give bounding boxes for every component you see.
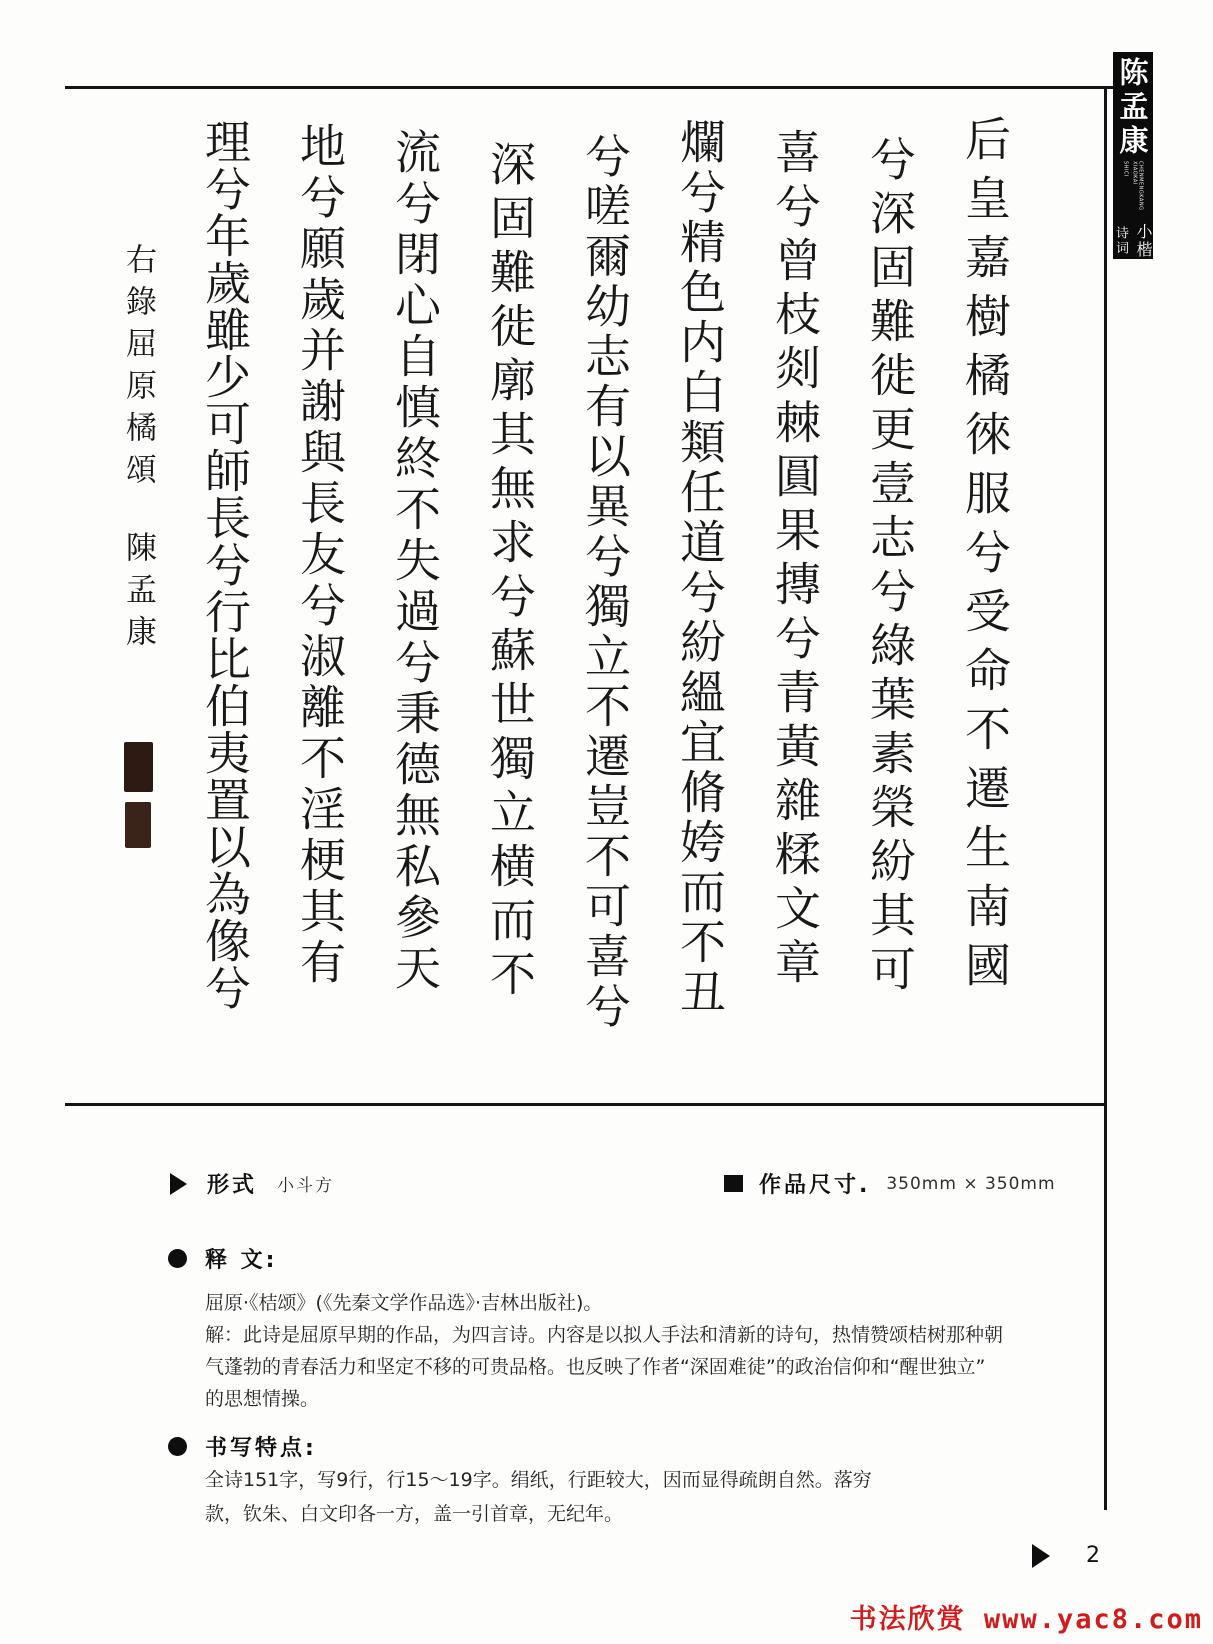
transcription-body [205,1287,1095,1415]
top-rule [65,86,1113,89]
pinyin-line-2: SHICI [1122,161,1129,177]
edge-banner [1113,52,1153,259]
size-value: 350mm × 350mm [886,1173,1056,1194]
site-watermark: 书法欣赏 www.yac8.com [849,1604,1203,1635]
signature-column [120,96,156,1081]
artist-seal-icon [124,742,153,792]
calligraphy-column: 流兮閉心自慎終不失過兮秉德無私參天 [388,128,442,995]
calligraphy-column: 地兮願歲并謝與長友兮淑離不淫梗其有 [293,122,347,989]
writing-features-label: 书写特点: [205,1436,317,1461]
script-type-label: 小楷 [1134,223,1153,259]
transcription-line: 的思想情操。 [205,1388,320,1410]
calligraphy-column: 兮深固難徙更壹志兮綠葉素榮紛其可 [863,135,917,999]
size-row [724,1168,1056,1199]
format-row [170,1168,334,1199]
writing-features-line: 款，钦朱、白文印各一方，盖一引首章，无纪年。 [205,1503,624,1525]
square-bullet-icon [724,1175,743,1192]
right-margin-rule [1104,86,1107,1510]
transcription-label: 释 文: [205,1248,278,1273]
circle-bullet-icon [168,1249,187,1268]
signature-gap [138,495,139,531]
section-divider-rule [65,1103,1106,1106]
transcription-line: 解：此诗是屈原早期的作品，为四言诗。内容是以拟人手法和清新的诗句，热情赞颂桔树那种朝 [205,1324,1004,1346]
format-value: 小斗方 [277,1176,335,1196]
transcription-line: 气蓬勃的青春活力和坚定不移的可贵品格。也反映了作者“深固难徒”的政治信仰和“醒世独立” [205,1356,986,1378]
pinyin-title [1123,161,1144,219]
transcription-line: 屈原·《桔颂》(《先秦文学作品选》·吉林出版社)。 [205,1292,603,1314]
colophon-text: 右錄屈原橘頌 [120,243,156,495]
genre-label: 诗词 [1113,226,1128,256]
transcription-header [168,1243,277,1274]
artist-name: 陈孟康 [1115,57,1150,159]
calligraphy-column: 深固難徙廓其無求兮蘇世獨立横而不 [483,140,537,1004]
pinyin-line-1: CHENMENGKANG XIAOKAI [1131,161,1144,211]
page-number-row [1032,1543,1100,1568]
format-label: 形式 [207,1173,258,1198]
calligraphy-column: 喜兮曾枝剡棘圓果摶兮青黃雜糅文章 [768,128,822,992]
calligraphy-artwork [88,96,1012,1081]
writing-features-header [168,1431,317,1462]
calligraphy-column: 理兮年歲雖少可師長兮行比伯夷置以為像兮 [198,118,252,1011]
writing-features-line: 全诗151字，写9行，行15～19字。绢纸，行距较大，因而显得疏朗自然。落穷 [205,1469,872,1491]
calligraphy-column: 兮嗟爾幼志有以異兮獨立不遷豈不可喜兮 [578,132,632,1032]
artist-seal-icon [125,802,151,848]
artist-signature: 陳孟康 [120,531,156,657]
triangle-page-icon [1032,1544,1050,1568]
size-label: 作品尺寸. [759,1173,871,1198]
triangle-bullet-icon [170,1173,187,1195]
page-number: 2 [1086,1543,1100,1568]
banner-labels [1111,223,1155,259]
writing-features-body [205,1463,1105,1531]
calligraphy-column: 后皇嘉樹橘徠服兮受命不遷生南國 [958,115,1012,1000]
calligraphy-column: 爛兮精色内白類任道兮紛縕宜脩姱而不丑 [673,118,727,1018]
circle-bullet-icon [168,1437,187,1456]
